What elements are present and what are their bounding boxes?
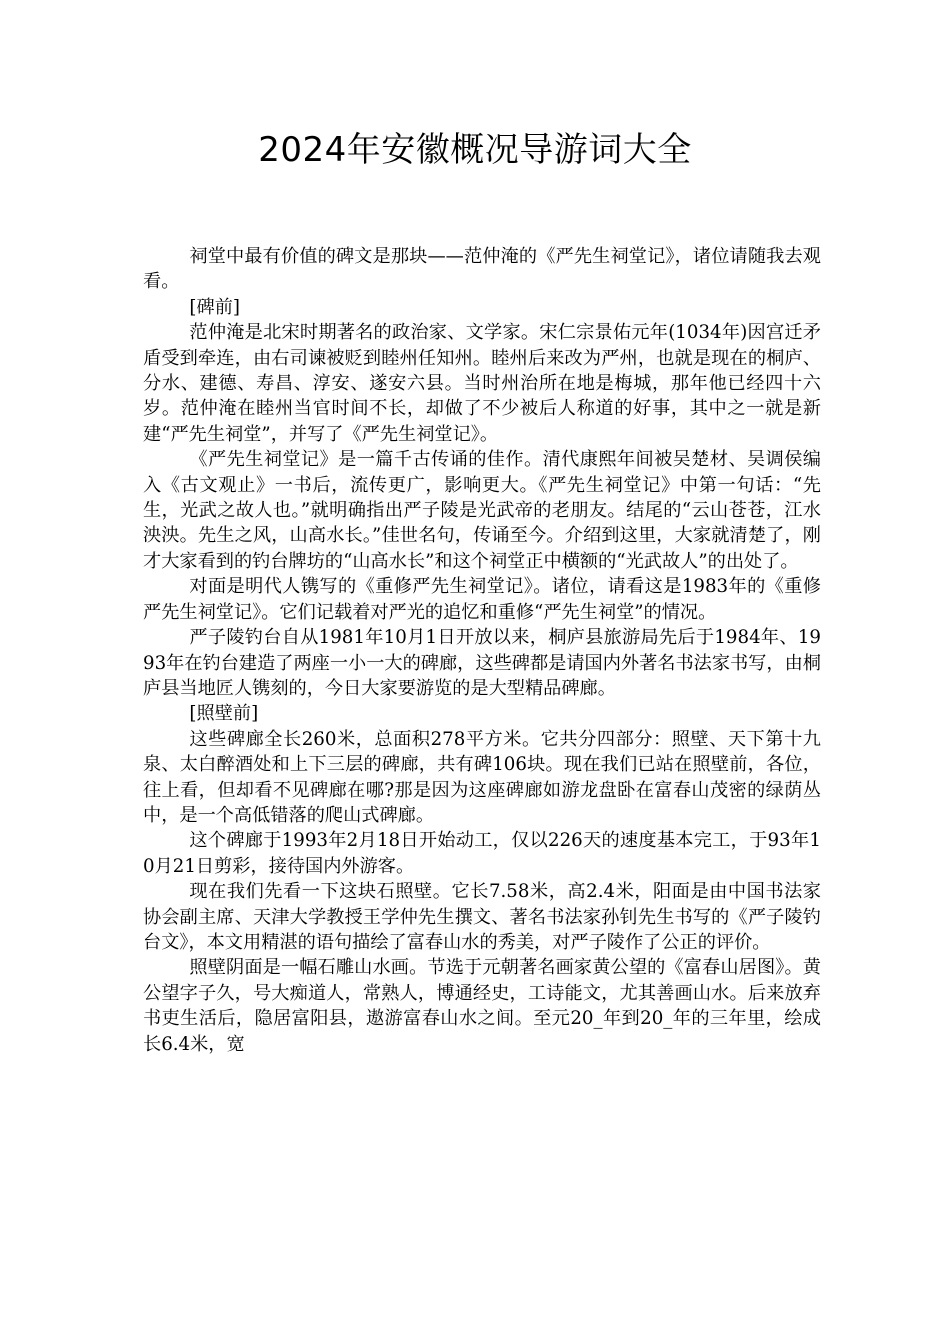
paragraph-shrine-record: 《严先生祠堂记》是一篇千古传诵的佳作。清代康熙年间被吴楚材、吴调侯编入《古文观止》一书后，流传更广，影响更大。《严先生祠堂记》中第一句话：“先生，光武之故人也。”就明确指出严子陵是光武帝的老朋友。结尾的“云山苍苍，江水泱泱。先生之风，山高水长。”佳世名句，传诵至今。介绍到这里，大家就清楚了，刚才大家看到的钓台牌坊的“山高水长”和这个祠堂正中横额的“光武故人”的出处了。 — [143, 449, 821, 572]
paragraph-screen-wall-back: 照壁阴面是一幅石雕山水画。节选于元朝著名画家黄公望的《富春山居图》。黄公望字子久，号大痴道人，常熟人，博通经史，工诗能文，尤其善画山水。后来放弃书吏生活后，隐居富阳县，遨游富春山水之间。至元20_年到20_年的三年里，绘成长6.4米，宽 — [143, 957, 821, 1055]
document-body — [143, 244, 821, 1057]
paragraph-screen-wall-front: 现在我们先看一下这块石照壁。它长7.58米，高2.4米，阳面是由中国书法家协会副主席、天津大学教授王学仲先生撰文、著名书法家孙钊先生书写的《严子陵钓台文》，本文用精湛的语句描绘了富春山水的秀美，对严子陵作了公正的评价。 — [143, 881, 821, 953]
paragraph-construction: 这个碑廊于1993年2月18日开始动工，仅以226天的速度基本完工，于93年10月21日剪彩，接待国内外游客。 — [143, 830, 821, 877]
document-title: 2024年安徽概况导游词大全 — [258, 130, 692, 170]
paragraph-fan-zhongyan: 范仲淹是北宋时期著名的政治家、文学家。宋仁宗景佑元年(1034年)因宫迁矛盾受到牵连，由右司谏被贬到睦州任知州。睦州后来改为严州，也就是现在的桐庐、分水、建德、寿昌、淳安、遂安六县。当时州治所在地是梅城，那年他已经四十六岁。范仲淹在睦州当官时间不长，却做了不少被后人称道的好事，其中之一就是新建“严先生祠堂”，并写了《严先生祠堂记》。 — [143, 322, 821, 445]
section-marker-stele-front: [碑前] — [189, 296, 240, 318]
paragraph-rebuild-record: 对面是明代人镌写的《重修严先生祠堂记》。诸位，请看这是1983年的《重修严先生祠堂记》。它们记载着对严光的追忆和重修“严先生祠堂”的情况。 — [143, 576, 821, 623]
paragraph-stele-corridors: 严子陵钓台自从1981年10月1日开放以来，桐庐县旅游局先后于1984年、1993年在钓台建造了两座一小一大的碑廊，这些碑都是请国内外著名书法家书写，由桐庐县当地匠人镌刻的，今日大家要游览的是大型精品碑廊。 — [143, 627, 821, 699]
paragraph-corridor-size: 这些碑廊全长260米，总面积278平方米。它共分四部分：照壁、天下第十九泉、太白醉酒处和上下三层的碑廊，共有碑106块。现在我们已站在照壁前，各位，往上看，但却看不见碑廊在哪?那是因为这座碑廊如游龙盘卧在富春山茂密的绿荫丛中，是一个高低错落的爬山式碑廊。 — [143, 728, 821, 826]
section-marker-screen-wall-front: [照壁前] — [189, 703, 259, 725]
paragraph-intro: 祠堂中最有价值的碑文是那块——范仲淹的《严先生祠堂记》，诸位请随我去观看。 — [143, 246, 821, 293]
